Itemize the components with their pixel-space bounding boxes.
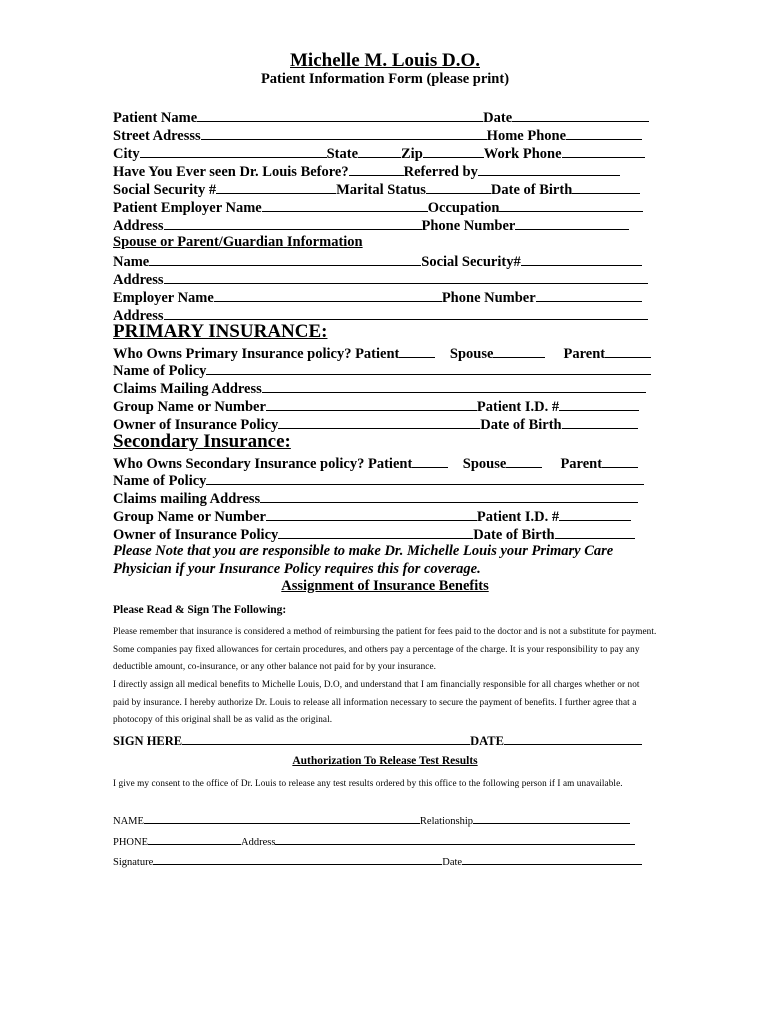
state-label: State xyxy=(326,146,359,162)
primary-patient-id-field[interactable] xyxy=(559,396,639,411)
referred-by-label: Referred by xyxy=(403,164,478,180)
assignment-paragraph: I directly assign all medical benefits to Michelle Louis, D.O, and understand that I am financially responsible for all charges whether or not paid by insurance. I hereby authorize Dr. Louis to release all information necessary to secure the payment of benefits. I further agree that a photocopy of this original shall be as valid as the original. xyxy=(113,679,640,725)
secondary-policy-label: Name of Policy xyxy=(113,473,207,489)
ssn-row xyxy=(113,179,640,199)
secondary-insurance-heading: Secondary Insurance: xyxy=(113,431,291,452)
auth-date-field[interactable] xyxy=(462,853,642,865)
secondary-patient-field[interactable] xyxy=(412,453,448,468)
primary-owner-field[interactable] xyxy=(278,414,480,429)
street-label: Street Adresss xyxy=(113,128,201,144)
address-field[interactable] xyxy=(164,215,422,230)
auth-address-field[interactable] xyxy=(275,833,635,845)
primary-policy-row xyxy=(113,360,651,380)
primary-claims-row xyxy=(113,378,646,398)
home-phone-field[interactable] xyxy=(566,125,642,140)
ssn-field[interactable] xyxy=(216,179,336,194)
occupation-field[interactable] xyxy=(499,197,643,212)
primary-spouse-label: Spouse xyxy=(449,346,494,362)
spouse-employer-label: Employer Name xyxy=(113,290,214,306)
auth-relationship-field[interactable] xyxy=(473,812,630,824)
secondary-policy-field[interactable] xyxy=(206,470,644,485)
secondary-dob-field[interactable] xyxy=(555,524,635,539)
auth-phone-field[interactable] xyxy=(148,833,241,845)
primary-group-label: Group Name or Number xyxy=(113,399,266,415)
spouse-name-row xyxy=(113,251,642,271)
date-label: Date xyxy=(483,110,513,126)
referred-by-field[interactable] xyxy=(478,161,620,176)
street-field[interactable] xyxy=(201,125,487,140)
spouse-employer-row xyxy=(113,287,642,307)
spouse-address-label: Address xyxy=(113,272,164,288)
patient-name-row xyxy=(113,107,649,127)
spouse-phone-label: Phone Number xyxy=(441,290,536,306)
seen-before-row xyxy=(113,161,620,181)
primary-group-field[interactable] xyxy=(266,396,477,411)
secondary-dob-label: Date of Birth xyxy=(473,527,555,543)
primary-care-note: Please Note that you are responsible to make Dr. Michelle Louis your Primary Care Physician if your Insurance Policy requires this for coverage. xyxy=(113,543,614,577)
primary-parent-label: Parent xyxy=(563,346,606,362)
primary-owner-label: Owner of Insurance Policy xyxy=(113,417,279,433)
secondary-owner-row xyxy=(113,524,635,544)
auth-signature-label: Signature xyxy=(113,857,154,868)
marital-status-field[interactable] xyxy=(426,179,491,194)
address-label: Address xyxy=(113,218,164,234)
secondary-patient-id-field[interactable] xyxy=(559,506,631,521)
phone-number-field[interactable] xyxy=(515,215,629,230)
work-phone-field[interactable] xyxy=(562,143,645,158)
address-row xyxy=(113,215,629,235)
state-field[interactable] xyxy=(358,143,401,158)
secondary-group-field[interactable] xyxy=(266,506,477,521)
spouse-name-field[interactable] xyxy=(149,251,421,266)
spouse-address2-label: Address xyxy=(113,308,164,324)
secondary-group-row xyxy=(113,506,631,526)
form-title: Michelle M. Louis D.O. xyxy=(290,50,480,71)
primary-policy-label: Name of Policy xyxy=(113,363,207,379)
spouse-heading: Spouse or Parent/Guardian Information xyxy=(113,234,363,250)
spouse-address-field[interactable] xyxy=(164,269,648,284)
city-label: City xyxy=(113,146,140,162)
secondary-policy-row xyxy=(113,470,644,490)
primary-patient-id-label: Patient I.D. # xyxy=(476,399,560,415)
secondary-owner-label: Owner of Insurance Policy xyxy=(113,527,279,543)
employer-field[interactable] xyxy=(262,197,428,212)
secondary-parent-label: Parent xyxy=(560,456,603,472)
employer-row xyxy=(113,197,643,217)
secondary-group-label: Group Name or Number xyxy=(113,509,266,525)
auth-date-label: Date xyxy=(442,857,463,868)
marital-status-label: Marital Status xyxy=(336,182,426,198)
primary-policy-field[interactable] xyxy=(206,360,651,375)
spouse-employer-field[interactable] xyxy=(214,287,442,302)
authorization-heading: Authorization To Release Test Results xyxy=(292,755,478,767)
occupation-label: Occupation xyxy=(427,200,500,216)
secondary-patient-id-label: Patient I.D. # xyxy=(476,509,560,525)
auth-relationship-label: Relationship xyxy=(419,816,474,827)
patient-name-field[interactable] xyxy=(197,107,483,122)
street-row xyxy=(113,125,642,145)
secondary-owns-label: Who Owns Secondary Insurance policy? Patient xyxy=(113,456,413,472)
spouse-ssn-field[interactable] xyxy=(521,251,642,266)
primary-insurance-heading: PRIMARY INSURANCE: xyxy=(113,321,328,342)
sign-here-row xyxy=(113,732,642,750)
secondary-owner-field[interactable] xyxy=(278,524,473,539)
form-subtitle: Patient Information Form (please print) xyxy=(260,71,510,87)
seen-before-label: Have You Ever seen Dr. Louis Before? xyxy=(113,164,349,180)
primary-dob-label: Date of Birth xyxy=(480,417,562,433)
city-field[interactable] xyxy=(140,143,327,158)
auth-signature-field[interactable] xyxy=(153,853,442,865)
spouse-address2-field[interactable] xyxy=(164,305,648,320)
auth-address-label: Address xyxy=(241,837,276,848)
employer-label: Patient Employer Name xyxy=(113,200,262,216)
primary-claims-field[interactable] xyxy=(262,378,646,393)
primary-group-row xyxy=(113,396,639,416)
date-field[interactable] xyxy=(512,107,649,122)
zip-label: Zip xyxy=(401,146,423,162)
signature-field[interactable] xyxy=(182,732,470,745)
spouse-address-row xyxy=(113,269,648,289)
sign-date-field[interactable] xyxy=(504,732,642,745)
insurance-paragraph: Please remember that insurance is considered a method of reimbursing the patient for fees paid to the doctor and is not a substitute for payment. Some companies pay fixed allowances for certain procedures, and others pay a percentage of the charge. It is your responsibility to pay any deductible amount, co-insurance, or any other balance not paid for by your insurance. xyxy=(113,626,657,672)
auth-phone-row xyxy=(113,833,635,848)
home-phone-label: Home Phone xyxy=(486,128,567,144)
secondary-spouse-label: Spouse xyxy=(462,456,507,472)
auth-name-row xyxy=(113,812,630,827)
secondary-claims-label: Claims mailing Address xyxy=(113,491,261,507)
primary-owns-label: Who Owns Primary Insurance policy? Patient xyxy=(113,346,400,362)
spouse-name-label: Name xyxy=(113,254,150,270)
auth-signature-row xyxy=(113,853,642,868)
dob-field[interactable] xyxy=(572,179,640,194)
city-row xyxy=(113,143,645,163)
secondary-spouse-field[interactable] xyxy=(506,453,542,468)
sign-date-label: DATE xyxy=(470,734,504,748)
dob-label: Date of Birth xyxy=(490,182,573,198)
primary-patient-field[interactable] xyxy=(399,343,435,358)
secondary-parent-field[interactable] xyxy=(602,453,638,468)
ssn-label: Social Security # xyxy=(113,182,217,198)
auth-phone-label: PHONE xyxy=(113,837,149,848)
auth-name-label: NAME xyxy=(113,816,144,827)
patient-name-label: Patient Name xyxy=(113,110,198,126)
work-phone-label: Work Phone xyxy=(483,146,562,162)
spouse-phone-field[interactable] xyxy=(536,287,642,302)
spouse-ssn-label: Social Security# xyxy=(421,254,521,270)
secondary-claims-field[interactable] xyxy=(260,488,638,503)
primary-dob-field[interactable] xyxy=(562,414,638,429)
seen-before-field[interactable] xyxy=(349,161,404,176)
primary-spouse-field[interactable] xyxy=(493,343,545,358)
read-sign-heading: Please Read & Sign The Following: xyxy=(113,604,287,616)
primary-claims-label: Claims Mailing Address xyxy=(113,381,262,397)
assignment-heading: Assignment of Insurance Benefits xyxy=(281,578,489,594)
sign-here-label: SIGN HERE xyxy=(113,734,183,748)
phone-number-label: Phone Number xyxy=(421,218,516,234)
auth-name-field[interactable] xyxy=(144,812,420,824)
primary-parent-field[interactable] xyxy=(605,343,651,358)
secondary-claims-row xyxy=(113,488,638,508)
zip-field[interactable] xyxy=(423,143,484,158)
authorization-paragraph: I give my consent to the office of Dr. Louis to release any test results ordered by this office to the following person if I am unavailable. xyxy=(113,778,623,788)
